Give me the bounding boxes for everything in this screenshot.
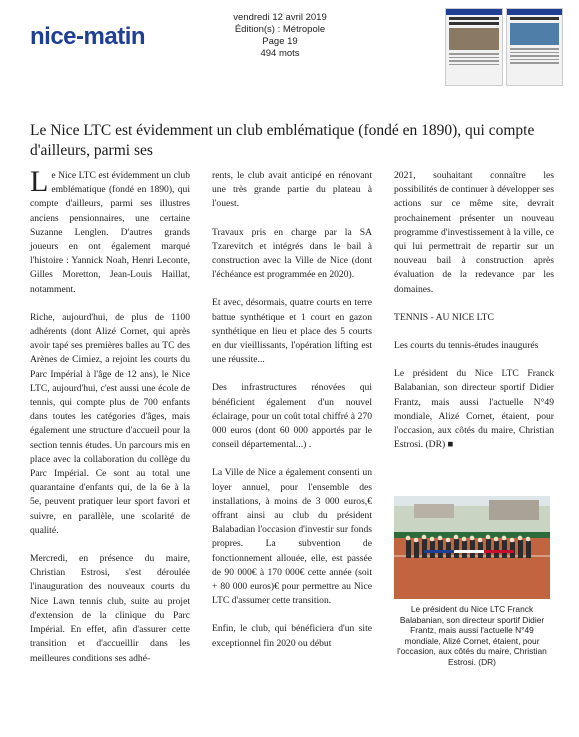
article-paragraph: Le Nice LTC est évidemment un club emblématique (fondé en 1890), qui compte d'ailleurs, parmi ses illustres anciens pensionnaires, une certaine Suzanne Lenglen. D'autres grands joueurs en ont également marqué l'histoire : Yannick Noah, Henri Leconte, Gilles Moretton, Jean-Louis Haillat, notamment. xyxy=(30,165,190,295)
article-paragraph: Et avec, désormais, quatre courts en terre battue synthétique et 1 court en gazon synthétique en lieu et place des 5 courts en dur vieillissants, l'opération lifting est une réussite... xyxy=(212,297,372,366)
article-column-1 xyxy=(30,165,190,680)
photo-caption: Le président du Nice LTC Franck Balabanian, son directeur sportif Didier Frantz, mais aussi l'actuelle N°49 mondiale, Alizé Cornet, étaient, pour l'occasion, aux côtés du maire, Christian Estrosi. (DR) xyxy=(397,604,547,667)
article-headline: Le Nice LTC est évidemment un club emblématique (fondé en 1890), qui compte d'ailleurs, parmi ses xyxy=(30,122,535,159)
article-paragraph: Des infrastructures rénovées qui bénéficient également d'un nouvel éclairage, pour un coût total chiffré à 270 000 euros (dont 60 000 apportés par le conseil départemental...) . xyxy=(212,382,372,451)
section-heading: TENNIS - AU NICE LTC xyxy=(394,311,494,323)
article-paragraph: 2021, souhaitant connaître les possibilités de continuer à développer ses actions sur ce même site, devrait prochainement présenter un nouveau programme d'investissement à la ville, ce qui lui permettrait de repartir sur un nouveau bail à construction après évaluation de la redevance par les domaines. xyxy=(394,170,554,295)
thumbnail-page-right xyxy=(506,8,564,86)
article-column-2 xyxy=(212,169,372,665)
article-meta xyxy=(205,12,355,60)
article-photo xyxy=(394,496,550,599)
section-body: Le président du Nice LTC Franck Balabanian, son directeur sportif Didier Frantz, mais aussi l'actuelle N°49 mondiale, Alizé Cornet, étaient, pour l'occasion, aux côtés du maire, Christian Estrosi. (DR) ■ xyxy=(394,368,554,451)
article-paragraph: Mercredi, en présence du maire, Christian Estrosi, s'est déroulée l'inauguration des nouveaux courts du Nice Lawn tennis club, suite au projet d'extension de la clinique du Parc Impérial. En effet, afin d'assurer cette transition et d'accueillir dans les meilleures conditions ses adhé- xyxy=(30,553,190,664)
meta-page: Page 19 xyxy=(262,36,298,47)
article-column-3 xyxy=(394,169,554,466)
thumbnail-page-left xyxy=(445,8,503,86)
meta-word-count: 494 mots xyxy=(260,48,300,59)
page-thumbnail xyxy=(445,8,563,86)
drop-cap: L xyxy=(30,165,49,198)
section-subheading: Les courts du tennis-études inaugurés xyxy=(394,340,539,352)
article-paragraph: Travaux pris en charge par la SA Tzarevitch et intégrés dans le bail à construction avec la Ville de Nice (dont l'échéance est programmée en 2020). xyxy=(212,226,372,281)
meta-edition: Édition(s) : Métropole xyxy=(234,24,326,35)
article-paragraph: rents, le club avait anticipé en rénovant une très grande partie du plateau à l'ouest. xyxy=(212,170,372,210)
article-paragraph: Enfin, le club, qui bénéficiera d'un site exceptionnel fin 2020 ou début xyxy=(212,623,372,649)
meta-date: vendredi 12 avril 2019 xyxy=(233,12,327,23)
article-paragraph: La Ville de Nice a également consenti un loyer annuel, pour l'ensemble des installations, à moins de 3 000 euros,€ offrant ainsi au club du président Balabadian l'occasion d'investir sur fonds propres. La subvention de fonctionnement allouée, elle, est passée de 90 000€ à 170 000€ cette année (soit + 80 000 euros)€ pour permettre au Nice LTC d'assumer cette transition. xyxy=(212,467,372,607)
article-paragraph: Riche, aujourd'hui, de plus de 1100 adhérents (dont Alizé Cornet, qui après avoir tapé ses premières balles au TC des Arènes de Cimiez, a rejoint les courts du Parc Impérial à l'âge de 12 ans), le Nice LTC, aujourd'hui, c'est aussi une école de tennis, qui compte plus de 700 enfants dans toutes les catégories d'âges, mais également une structure d'accueil pour la section tennis études. Un parcours mis en place avec la collaboration du collège du Parc Impérial. Ce sont au total une quarantaine d'enfants qui, de la 6e à la 5e, peuvent pratiquer leur sport favori et suivre, en parallèle, une scolarité de qualité. xyxy=(30,311,190,536)
masthead-logo: nice-matin xyxy=(30,23,146,50)
